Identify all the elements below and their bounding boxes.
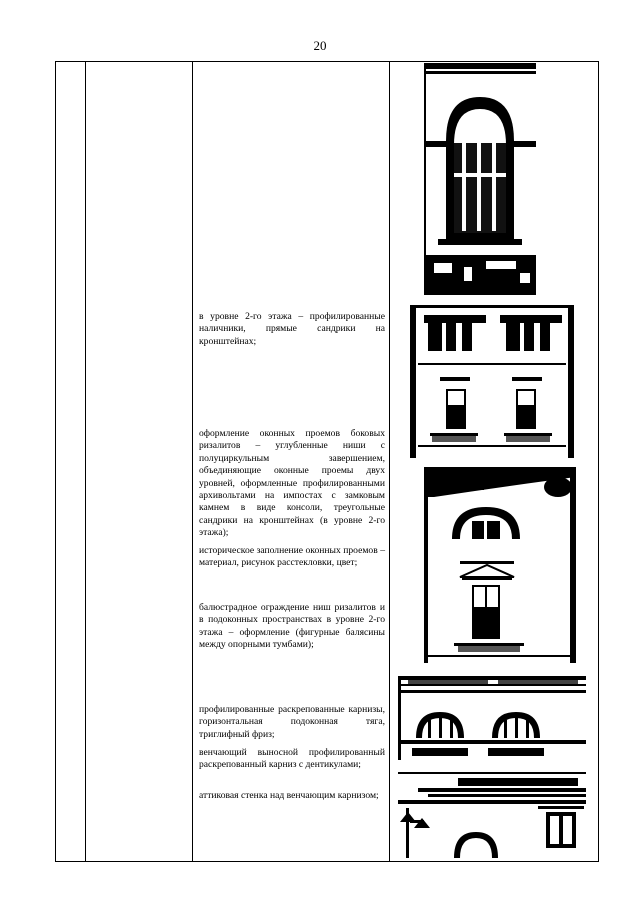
item-crowning-cornice: венчающий выносной профилированный раскрепованный карниз с дентикулами; (199, 747, 385, 771)
item-window-trim-2nd-floor: в уровне 2-го этажа – профилированные наличники, прямые сандрики на кронштейнах; (199, 311, 385, 347)
item-side-risalit-windows: оформление оконных проемов боковых ризалитов – углубленные ниши с полуциркульным завершением, объединяющие оконные проемы двух уровней, оформленные профилированными архивольтами на импостах с замковым камнем в виде консоли, треугольные сандрики на кронштейнах (в уровне 2-го этажа); (199, 428, 385, 539)
item-cornices-frieze: профилированные раскрепованные карнизы, горизонтальная подоконная тяга, триглифный фриз; (199, 704, 385, 740)
column-divider (192, 62, 193, 861)
item-historic-window-fill: историческое заполнение оконных проемов – материал, рисунок расстекловки, цвет; (199, 545, 385, 569)
photo-risalit-niche (424, 467, 576, 663)
photo-window-sandriks (410, 305, 574, 458)
photo-cornice-arched-windows (398, 676, 586, 760)
photo-attic-wall (398, 772, 586, 858)
column-divider (85, 62, 86, 861)
column-divider (389, 62, 390, 861)
page-number: 20 (313, 38, 327, 53)
photo-arched-window (424, 63, 536, 295)
item-balustrade: балюстрадное ограждение ниш ризалитов и в подоконных пространствах в уровне 2-го этажа – оформление (фигурные балясины между опорными тумбами); (199, 602, 385, 651)
item-attic-wall: аттиковая стенка над венчающим карнизом; (199, 790, 379, 801)
